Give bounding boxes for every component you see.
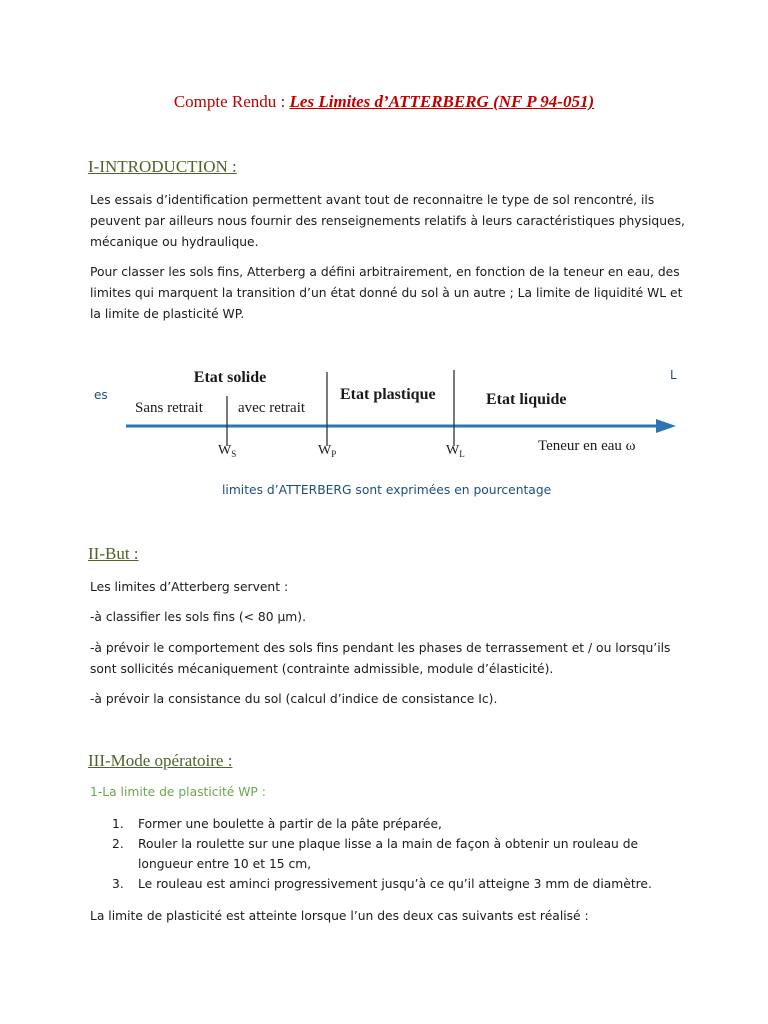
atterberg-limits-diagram — [120, 360, 680, 470]
axis-label: Teneur en eau ω — [538, 438, 636, 454]
wp-label: $W_P$ — [318, 443, 337, 459]
ws-label: $W_S$ — [218, 443, 237, 459]
state-liquid-label: Etat liquide — [486, 391, 567, 408]
diagram-left-fragment: es — [94, 388, 108, 402]
intro-paragraph-2 — [90, 262, 690, 325]
mode-conclusion: La limite de plasticité est atteinte lorsque l’un des deux cas suivants est réalisé : — [90, 909, 589, 923]
but-item-2 — [90, 638, 690, 680]
list-item-number: 1. — [112, 817, 124, 831]
text-line: limites qui marquent la transition d’un état donné du sol à un autre ; La limite de liquidité WL et — [90, 286, 683, 300]
text-line: mécanique ou hydraulique. — [90, 235, 259, 249]
diagram-caption: limites d’ATTERBERG sont exprimées en pourcentage — [222, 483, 552, 497]
title-main: Les Limites d’ATTERBERG (NF P 94-051) — [289, 92, 595, 111]
state-no-shrink-label: Sans retrait — [135, 400, 203, 416]
document-title — [0, 92, 768, 112]
state-solid-label: Etat solide — [193, 369, 267, 386]
mode-subheading: 1-La limite de plasticité WP : — [90, 785, 266, 799]
state-plastic-label: Etat plastique — [340, 386, 436, 403]
text-line: Les essais d’identification permettent avant tout de reconnaitre le type de sol rencontré, ils — [90, 193, 655, 207]
list-item-number: 2. — [112, 837, 124, 851]
but-item-1: -à classifier les sols fins (< 80 µm). — [90, 610, 306, 624]
but-item-3: -à prévoir la consistance du sol (calcul d’indice de consistance Ic). — [90, 692, 498, 706]
text-line: Pour classer les sols fins, Atterberg a défini arbitrairement, en fonction de la teneur en eau, des — [90, 265, 680, 279]
axis-arrowhead-icon — [656, 419, 676, 433]
procedure-list — [90, 814, 690, 894]
intro-heading: I-INTRODUCTION : — [88, 157, 237, 176]
intro-paragraph-1 — [90, 190, 690, 253]
but-intro: Les limites d’Atterberg servent : — [90, 580, 289, 594]
list-item: 2. Rouler la roulette sur une plaque lisse a la main de façon à obtenir un rouleau de longueur entre 10 et 15 cm, — [90, 834, 690, 874]
list-item: 1. Former une boulette à partir de la pâte préparée, — [90, 814, 690, 834]
wl-label: $W_L$ — [446, 443, 465, 459]
text-line: la limite de plasticité WP. — [90, 307, 245, 321]
mode-heading: III-Mode opératoire : — [88, 751, 233, 770]
state-with-shrink-label: avec retrait — [238, 400, 306, 416]
diagram-right-fragment: L — [670, 368, 677, 382]
text-line: -à prévoir le comportement des sols fins pendant les phases de terrassement et / ou lorsqu’ils — [90, 641, 671, 655]
but-heading: II-But : — [88, 544, 139, 563]
list-item-number: 3. — [112, 877, 124, 891]
list-item: 3. Le rouleau est aminci progressivement jusqu’à ce qu’il atteigne 3 mm de diamètre. — [90, 874, 690, 894]
text-line: peuvent par ailleurs nous fournir des renseignements relatifs à leurs caractéristiques physiques, — [90, 214, 685, 228]
text-line: sont sollicités mécaniquement (contrainte admissible, module d’élasticité). — [90, 662, 554, 676]
title-prefix: Compte Rendu : — [173, 92, 290, 111]
